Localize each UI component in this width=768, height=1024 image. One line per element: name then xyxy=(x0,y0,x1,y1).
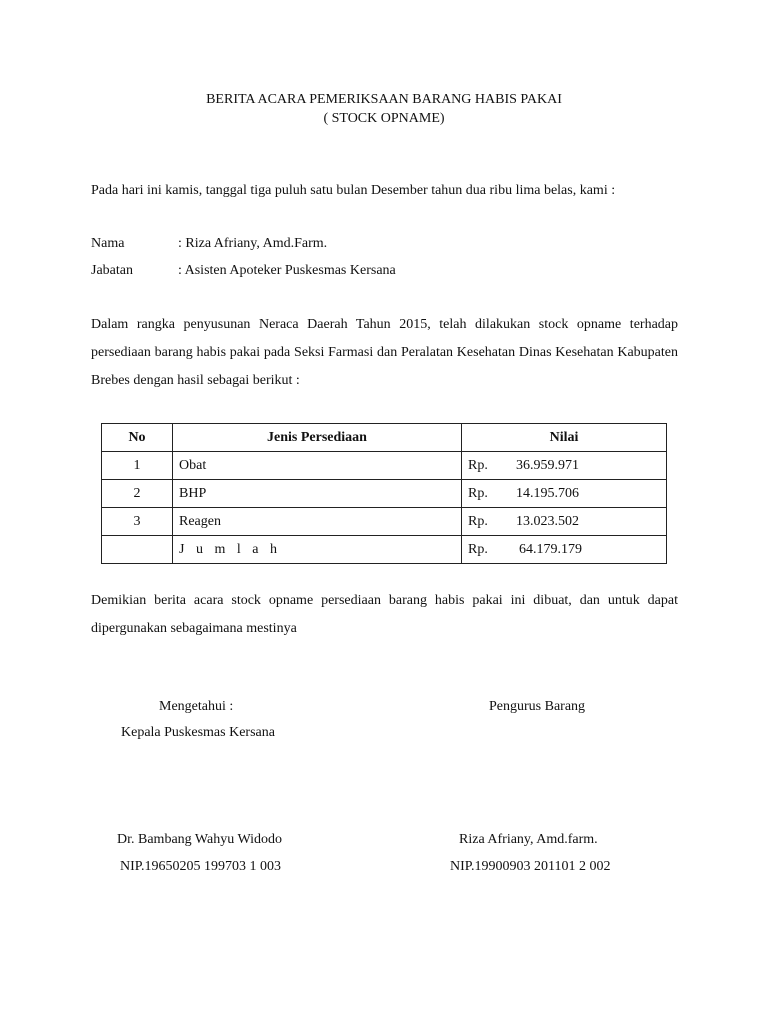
right-sign-line1: Pengurus Barang xyxy=(489,699,586,714)
row-jenis: BHP xyxy=(173,480,462,508)
currency-label: Rp. xyxy=(468,513,488,529)
currency-label: Rp. xyxy=(468,485,488,501)
document-title: BERITA ACARA PEMERIKSAAN BARANG HABIS PAKAI xyxy=(206,92,562,107)
total-amount: 64.179.179 xyxy=(519,541,582,557)
left-sign-line1: Mengetahui : xyxy=(159,699,234,714)
value-amount: 14.195.706 xyxy=(516,485,579,501)
total-label xyxy=(173,536,462,564)
table-row xyxy=(102,508,667,536)
table-row xyxy=(102,452,667,480)
total-no xyxy=(102,536,173,564)
row-nilai xyxy=(462,508,667,536)
row-jenis: Reagen xyxy=(173,508,462,536)
document-subtitle: ( STOCK OPNAME) xyxy=(323,111,445,126)
right-signer-nip: NIP.19900903 201101 2 002 xyxy=(450,859,611,874)
table-header-row xyxy=(102,424,667,452)
stock-table xyxy=(101,423,667,564)
name-label: Nama xyxy=(91,236,125,251)
row-no: 1 xyxy=(102,452,173,480)
name-value: : Riza Afriany, Amd.Farm. xyxy=(178,236,328,251)
value-amount: 36.959.971 xyxy=(516,457,579,473)
row-no: 3 xyxy=(102,508,173,536)
header-no: No xyxy=(102,424,173,452)
row-nilai xyxy=(462,480,667,508)
right-signer-name: Riza Afriany, Amd.farm. xyxy=(459,832,598,847)
table-total-row xyxy=(102,536,667,564)
left-signer-nip: NIP.19650205 199703 1 003 xyxy=(120,859,282,874)
total-label-text: J u m l a h xyxy=(179,541,281,557)
value-amount: 13.023.502 xyxy=(516,513,579,529)
total-nilai xyxy=(462,536,667,564)
intro-text: Pada hari ini kamis, tanggal tiga puluh satu bulan Desember tahun dua ribu lima belas, kami : xyxy=(91,183,616,198)
position-label: Jabatan xyxy=(91,263,133,278)
position-value: : Asisten Apoteker Puskesmas Kersana xyxy=(178,263,396,278)
left-signer-name: Dr. Bambang Wahyu Widodo xyxy=(117,832,282,847)
closing-paragraph: Demikian berita acara stock opname persediaan barang habis pakai ini dibuat, dan untuk dapat dipergunakan sebagaimana mestinya xyxy=(91,593,678,636)
row-no: 2 xyxy=(102,480,173,508)
body-paragraph: Dalam rangka penyusunan Neraca Daerah Tahun 2015, telah dilakukan stock opname terhadap persediaan barang habis pakai pada Seksi Farmasi dan Peralatan Kesehatan Dinas Kesehatan Kabupaten Brebes dengan hasil sebagai berikut : xyxy=(91,317,678,388)
header-jenis: Jenis Persediaan xyxy=(173,424,462,452)
row-jenis: Obat xyxy=(173,452,462,480)
table-row xyxy=(102,480,667,508)
left-sign-line2: Kepala Puskesmas Kersana xyxy=(121,725,275,740)
row-nilai xyxy=(462,452,667,480)
header-nilai: Nilai xyxy=(462,424,667,452)
currency-label: Rp. xyxy=(468,457,488,473)
currency-label: Rp. xyxy=(468,541,488,557)
